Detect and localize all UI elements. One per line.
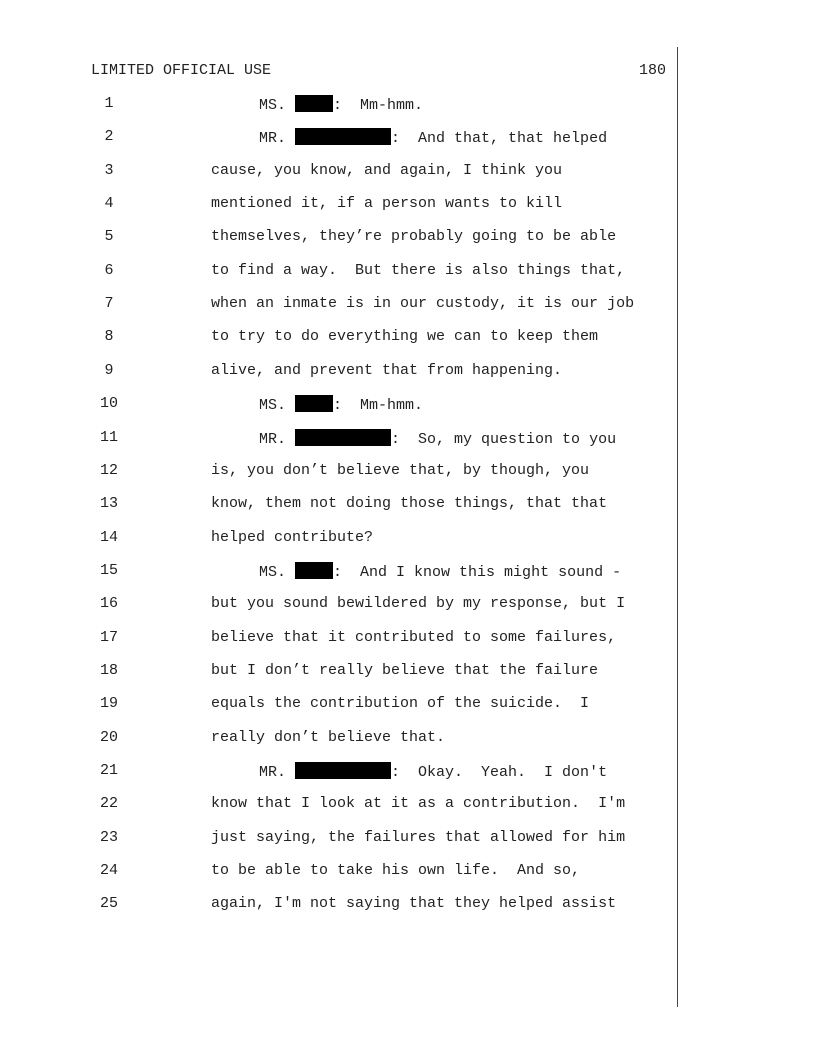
redaction-block	[295, 429, 391, 446]
line-text: but you sound bewildered by my response, but I	[211, 595, 626, 613]
transcript-line	[0, 862, 816, 882]
transcript-line	[0, 95, 816, 115]
redaction-block	[295, 128, 391, 145]
transcript-line	[0, 729, 816, 749]
transcript-line	[0, 395, 816, 415]
transcript-line	[0, 695, 816, 715]
redaction-block	[295, 395, 333, 412]
transcript-line	[0, 295, 816, 315]
line-text: really don’t believe that.	[211, 728, 446, 746]
line-text: to try to do everything we can to keep them	[211, 328, 599, 346]
line-number: 5	[104, 228, 114, 246]
redaction-block	[295, 562, 333, 579]
speaker-statement: : Mm-hmm.	[333, 397, 424, 415]
speaker-statement: : And that, that helped	[391, 130, 608, 148]
line-text: themselves, they’re probably going to be able	[211, 228, 617, 246]
speaker-statement: : Mm-hmm.	[333, 97, 424, 114]
line-number: 12	[99, 461, 118, 479]
line-number: 13	[99, 495, 118, 513]
line-text: again, I'm not saying that they helped assist	[211, 895, 617, 913]
line-text: just saying, the failures that allowed for him	[211, 828, 626, 846]
speaker-title: MS.	[259, 563, 287, 581]
transcript-line	[0, 462, 816, 482]
transcript-line	[0, 429, 816, 449]
line-number: 17	[99, 628, 118, 646]
document-marking: LIMITED OFFICIAL USE	[91, 62, 272, 79]
line-text: helped contribute?	[211, 528, 374, 546]
speaker-line	[259, 429, 616, 448]
transcript-line	[0, 262, 816, 282]
speaker-line	[259, 562, 621, 581]
transcript-line	[0, 795, 816, 815]
page-number: 180	[639, 62, 667, 79]
line-text: mentioned it, if a person wants to kill	[211, 195, 563, 213]
transcript-line	[0, 128, 816, 148]
speaker-title: MR.	[259, 430, 287, 448]
transcript-line	[0, 328, 816, 348]
speaker-title: MS.	[259, 97, 287, 114]
speaker-title: MS.	[259, 397, 287, 415]
line-number: 18	[99, 661, 118, 679]
transcript-line	[0, 162, 816, 182]
speaker-statement: : Okay. Yeah. I don't	[391, 764, 608, 781]
line-number: 23	[99, 828, 118, 846]
speaker-title: MR.	[259, 130, 287, 148]
speaker-line	[259, 95, 423, 114]
transcript-line	[0, 495, 816, 515]
line-number: 14	[99, 528, 118, 546]
speaker-statement: : So, my question to you	[391, 430, 617, 448]
line-text: is, you don’t believe that, by though, you	[211, 461, 590, 479]
line-number: 8	[104, 328, 114, 346]
line-number: 3	[104, 161, 114, 179]
redaction-block	[295, 762, 391, 779]
line-text: to find a way. But there is also things that,	[211, 261, 626, 279]
speaker-title: MR.	[259, 764, 287, 781]
line-text: cause, you know, and again, I think you	[211, 161, 563, 179]
line-number: 25	[99, 895, 118, 913]
line-number: 9	[104, 361, 114, 379]
line-text: alive, and prevent that from happening.	[211, 361, 563, 379]
transcript-line	[0, 895, 816, 915]
line-number: 24	[99, 862, 118, 880]
speaker-line	[259, 762, 607, 781]
line-number: 11	[99, 428, 118, 446]
line-text: but I don’t really believe that the failure	[211, 661, 599, 679]
transcript-line	[0, 228, 816, 248]
transcript-line	[0, 662, 816, 682]
speaker-line	[259, 128, 607, 147]
line-number: 22	[99, 795, 118, 813]
transcript-line	[0, 529, 816, 549]
transcript-line	[0, 195, 816, 215]
line-text: equals the contribution of the suicide. I	[211, 695, 590, 713]
line-text: to be able to take his own life. And so,	[211, 862, 581, 880]
transcript-line	[0, 362, 816, 382]
line-number: 20	[99, 728, 118, 746]
transcript-line	[0, 762, 816, 782]
line-number: 21	[99, 762, 118, 779]
line-text: know that I look at it as a contribution. I'm	[211, 795, 626, 813]
line-number: 2	[104, 128, 114, 146]
line-number: 16	[99, 595, 118, 613]
line-number: 10	[99, 395, 118, 413]
line-number: 19	[99, 695, 118, 713]
transcript-line	[0, 629, 816, 649]
line-number: 1	[104, 95, 114, 112]
transcript-line	[0, 595, 816, 615]
line-text: when an inmate is in our custody, it is our job	[211, 295, 635, 313]
transcript-line	[0, 829, 816, 849]
line-number: 7	[104, 295, 114, 313]
line-number: 15	[99, 561, 118, 579]
speaker-line	[259, 395, 423, 414]
line-text: know, them not doing those things, that that	[211, 495, 608, 513]
line-number: 6	[104, 261, 114, 279]
redaction-block	[295, 95, 333, 112]
line-number: 4	[104, 195, 114, 213]
line-text: believe that it contributed to some failures,	[211, 628, 617, 646]
speaker-statement: : And I know this might sound -	[333, 563, 622, 581]
transcript-line	[0, 562, 816, 582]
